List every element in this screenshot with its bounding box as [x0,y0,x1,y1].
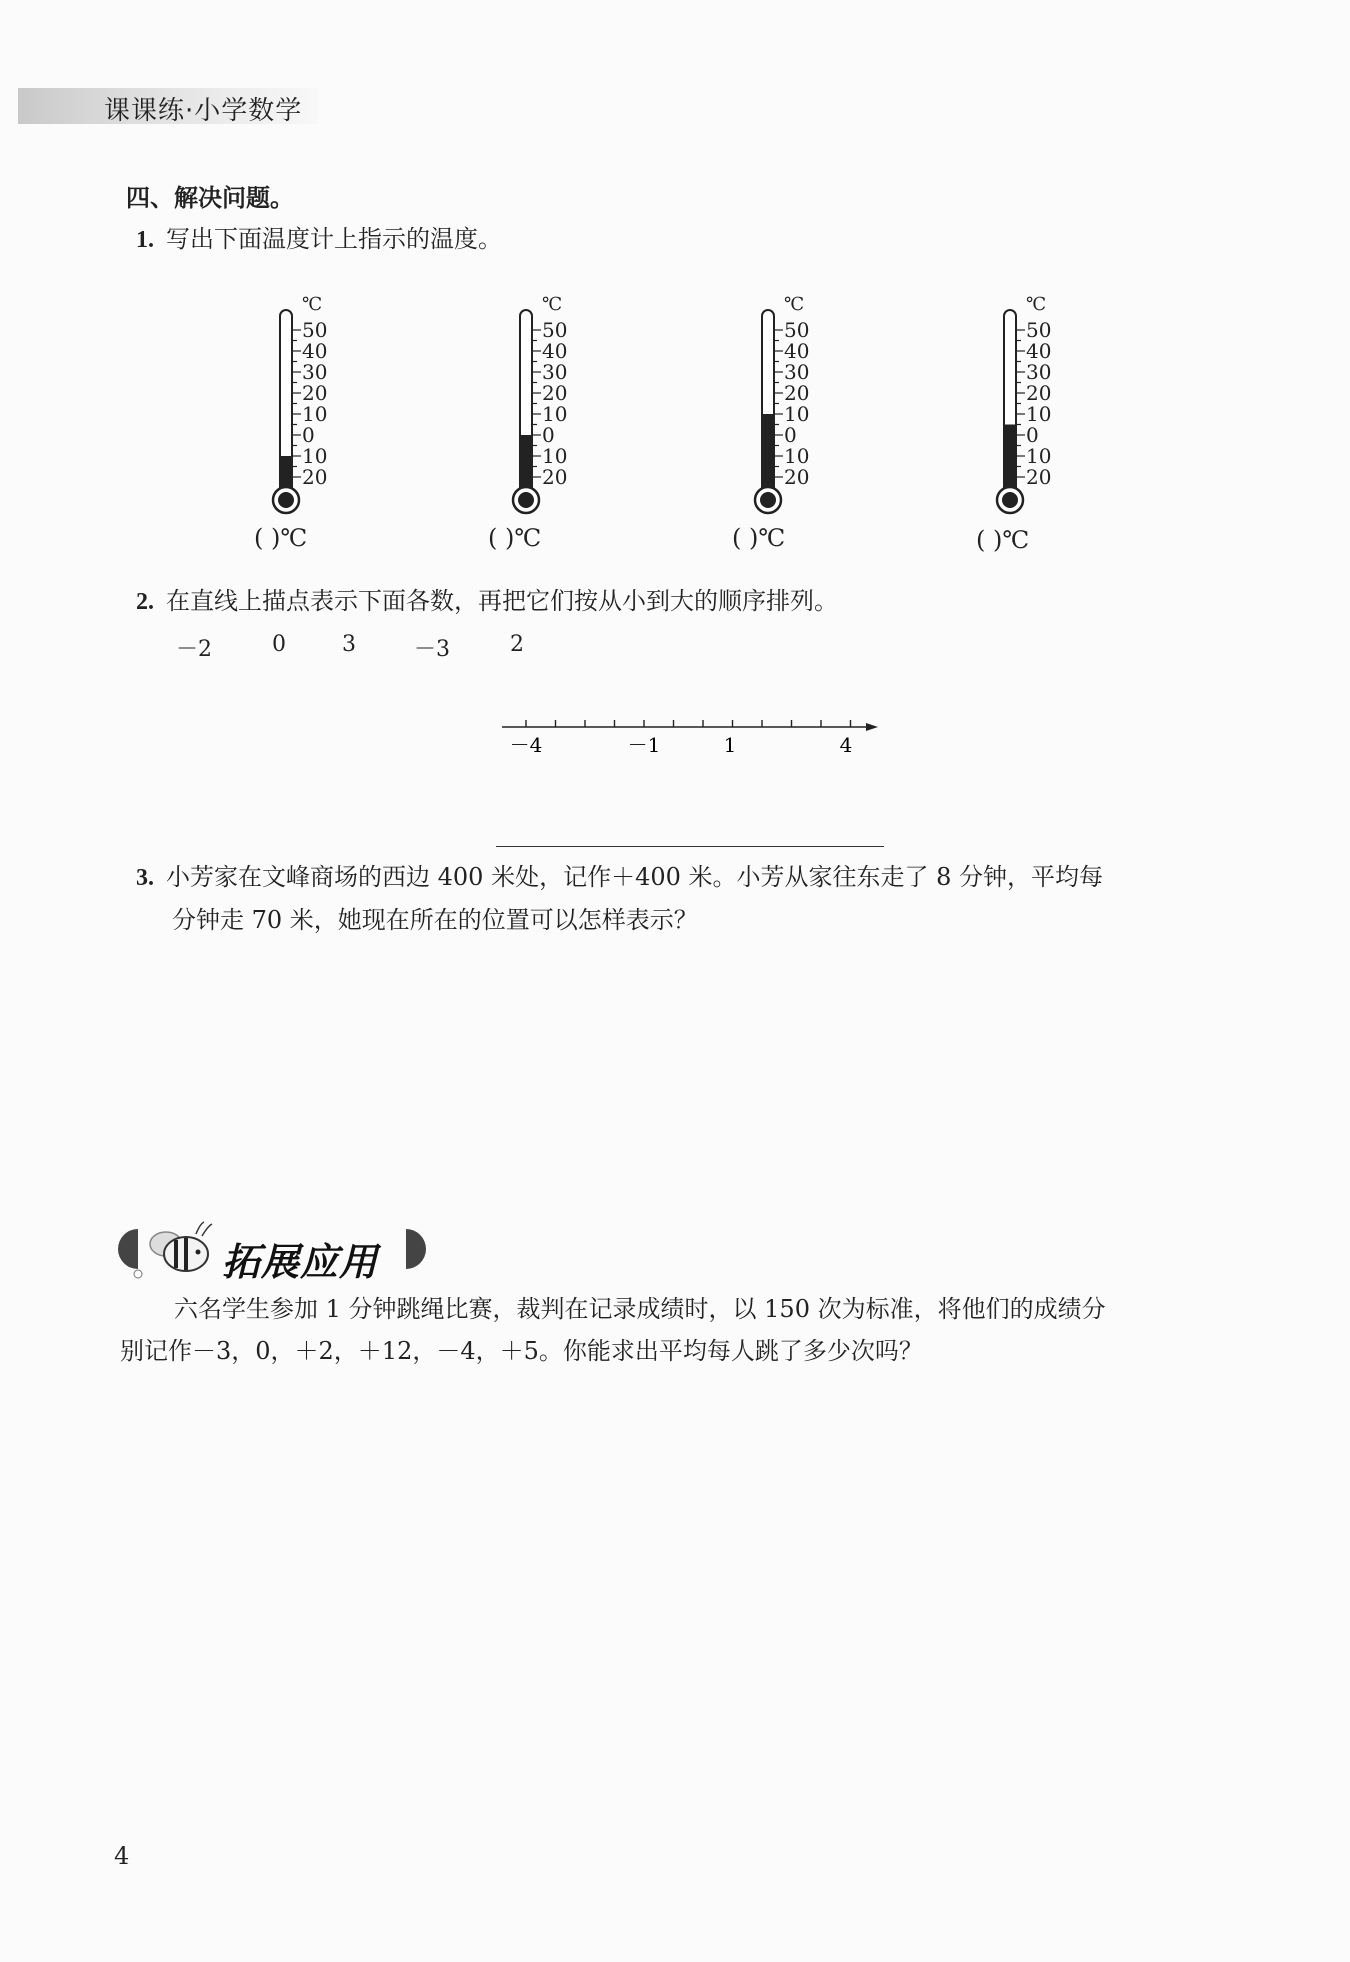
scale-label: 10 [784,402,810,426]
thermometer [513,294,567,513]
question-2 [136,580,838,623]
thermometer-answer-blank-3[interactable]: ( )℃ [732,524,786,552]
page-number: 4 [114,1842,130,1870]
scale-label: 10 [302,402,328,426]
scale-label: 20 [784,465,810,489]
scale-label: 40 [302,339,328,363]
unit-label: ℃ [1026,294,1047,315]
scale-label: 40 [542,339,568,363]
question-text-line-1: 小芳家在文峰商场的西边 400 米处，记作＋400 米。小芳从家往东走了 8 分钟，平均每 [166,863,1104,891]
thermometer-bulb-fill [1002,492,1018,508]
thermometer-row [0,290,1350,560]
unit-label: ℃ [302,294,323,315]
number-item: 3 [342,632,356,657]
section-title: 四、解决问题。 [126,184,294,212]
scale-label: 0 [1026,423,1039,447]
scale-label: 10 [784,444,810,468]
scale-label: 10 [1026,402,1052,426]
scale-label: 20 [302,465,328,489]
scale-label: 30 [302,360,328,384]
thermometer [273,294,327,513]
thermometer-answer-blank-2[interactable]: ( )℃ [488,524,542,552]
axis-label: －1 [627,733,661,757]
thermometer-answer-blank-1[interactable]: ( )℃ [254,524,308,552]
scale-label: 30 [542,360,568,384]
number-item: －3 [414,637,450,662]
extension-text-line-1: 六名学生参加 1 分钟跳绳比赛，裁判在记录成绩时，以 150 次为标准，将他们的成绩分 [174,1295,1106,1323]
unit-label: ℃ [542,294,563,315]
thermometer-answer-blank-4[interactable]: ( )℃ [976,526,1030,554]
number-line-arrow [866,723,878,731]
number-item: 2 [510,632,524,657]
question-1 [136,218,502,261]
extension-question [120,1288,1240,1372]
scale-label: 20 [1026,465,1052,489]
number-item: －2 [176,637,212,662]
scale-label: 10 [542,444,568,468]
scale-label: 50 [784,318,810,342]
question-number: 1. [136,227,154,253]
scale-label: 0 [302,423,315,447]
thermometer-bulb-fill [518,492,534,508]
number-item: 0 [272,632,286,657]
question-text: 写出下面温度计上指示的温度。 [166,225,502,253]
scale-label: 50 [1026,318,1052,342]
extension-text-line-2: 别记作－3，0，＋2，＋12，－4，＋5。你能求出平均每人跳了多少次吗？ [120,1337,923,1365]
left-bracket-shape [118,1229,138,1269]
scale-label: 40 [1026,339,1052,363]
thermometer [755,294,809,513]
scale-label: 10 [302,444,328,468]
axis-label: －4 [509,733,543,757]
scale-label: 20 [302,381,328,405]
question-number: 2. [136,589,154,615]
number-line[interactable] [490,712,890,762]
extension-title: 拓展应用 [222,1240,379,1284]
book-title: 课课练·小学数学 [104,96,303,126]
question-text-line-2: 分钟走 70 米，她现在所在的位置可以怎样表示？ [172,906,698,934]
thermometer-bulb-fill [278,492,294,508]
scale-label: 30 [1026,360,1052,384]
question-text: 在直线上描点表示下面各数，再把它们按从小到大的顺序排列。 [166,587,838,615]
right-bracket-shape [406,1229,426,1269]
numbers-to-plot [0,632,1350,662]
thermometer-bulb-fill [760,492,776,508]
question-3 [136,856,1236,941]
ordering-answer-line[interactable] [496,846,884,847]
question-number: 3. [136,865,154,891]
scale-label: 20 [1026,381,1052,405]
axis-label: 1 [723,733,737,757]
scale-label: 20 [784,381,810,405]
scale-label: 50 [302,318,328,342]
scale-label: 40 [784,339,810,363]
unit-label: ℃ [784,294,805,315]
scale-label: 0 [542,423,555,447]
scale-label: 20 [542,465,568,489]
scale-label: 30 [784,360,810,384]
scale-label: 50 [542,318,568,342]
scale-label: 10 [542,402,568,426]
scale-label: 20 [542,381,568,405]
axis-label: 4 [839,733,853,757]
thermometer [997,294,1051,513]
scale-label: 0 [784,423,797,447]
scale-label: 10 [1026,444,1052,468]
